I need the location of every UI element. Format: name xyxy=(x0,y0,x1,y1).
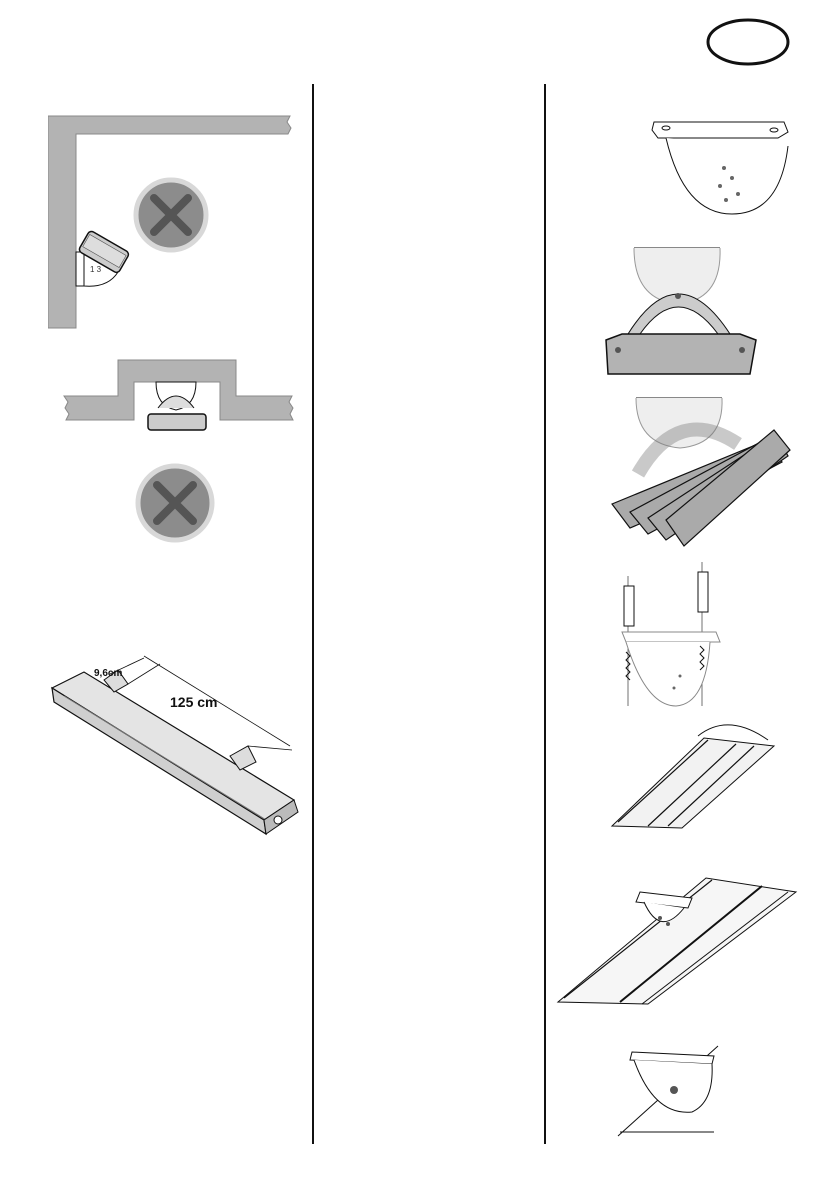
recess-mount-warning xyxy=(134,462,216,549)
column-divider-left xyxy=(312,84,314,1144)
recess-mount-figure xyxy=(60,356,296,441)
tilt-positions-figure xyxy=(608,394,798,555)
bracket-figure xyxy=(644,118,796,223)
not-allowed-icon xyxy=(134,462,216,544)
not-allowed-icon xyxy=(132,176,210,254)
heater-on-bracket-figure xyxy=(600,244,770,385)
svg-text:1 3: 1 3 xyxy=(90,265,102,274)
column-divider-right xyxy=(544,84,546,1144)
length-dimension-label: 125 cm xyxy=(170,694,218,710)
width-dimension-label: 9,6cm xyxy=(94,668,123,679)
corner-mount-warning xyxy=(132,176,210,259)
wall-plugs-figure xyxy=(606,556,726,717)
heater-bracket-figure xyxy=(556,868,800,1013)
corner-mount-figure xyxy=(48,112,298,337)
bracket-rail-figure xyxy=(608,716,776,835)
heater-dimensions-figure xyxy=(44,650,306,855)
language-badge xyxy=(706,18,790,66)
bracket-closeup-figure xyxy=(614,1040,734,1145)
